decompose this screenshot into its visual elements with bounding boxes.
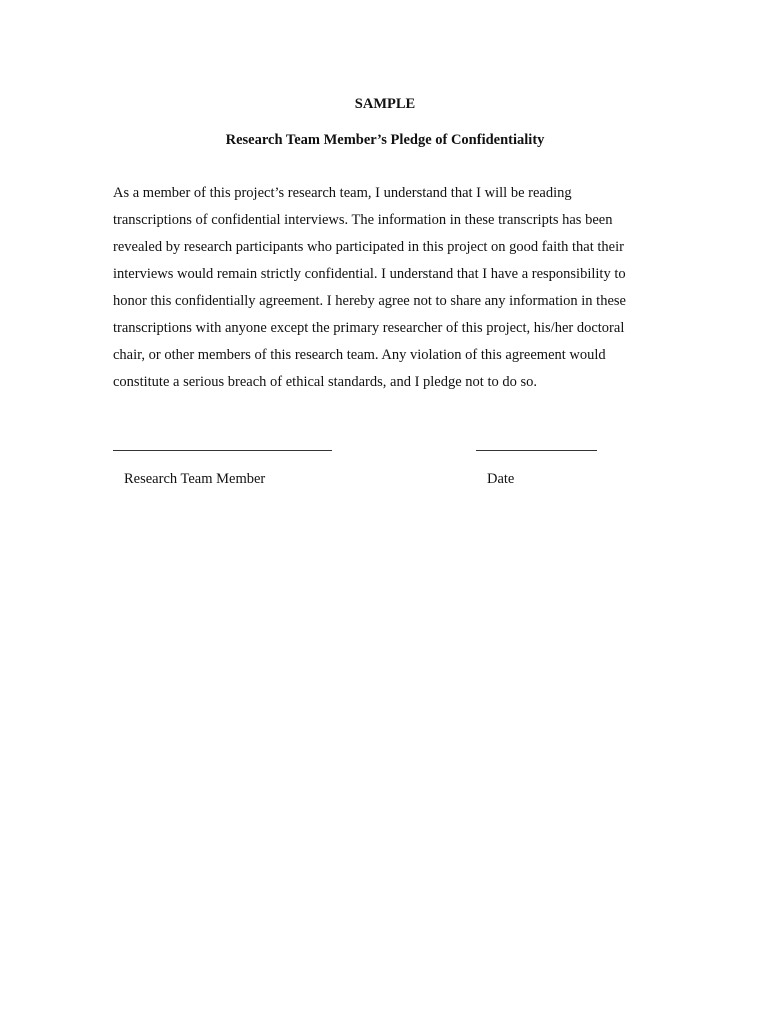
pledge-line: transcriptions with anyone except the primary researcher of this project, his/her doctoral (113, 320, 625, 336)
pledge-line: transcriptions of confidential interviews. The information in these transcripts has been (113, 212, 613, 228)
date-signature-label: Date (487, 471, 515, 487)
pledge-line: honor this confidentially agreement. I hereby agree not to share any information in these (113, 293, 626, 309)
pledge-line: interviews would remain strictly confidential. I understand that I have a responsibility to (113, 266, 626, 282)
pledge-line: chair, or other members of this research team. Any violation of this agreement would (113, 347, 606, 363)
date-signature-line[interactable] (476, 450, 597, 451)
pledge-line: As a member of this project’s research team, I understand that I will be reading (113, 185, 572, 201)
pledge-line: constitute a serious breach of ethical standards, and I pledge not to do so. (113, 374, 538, 390)
member-signature-label: Research Team Member (124, 471, 266, 487)
member-signature-line[interactable] (113, 450, 332, 451)
pledge-paragraph (113, 180, 673, 396)
document-heading: SAMPLE (354, 96, 416, 112)
pledge-line: revealed by research participants who participated in this project on good faith that their (113, 239, 624, 255)
document-title: Research Team Member’s Pledge of Confidentiality (225, 132, 545, 148)
